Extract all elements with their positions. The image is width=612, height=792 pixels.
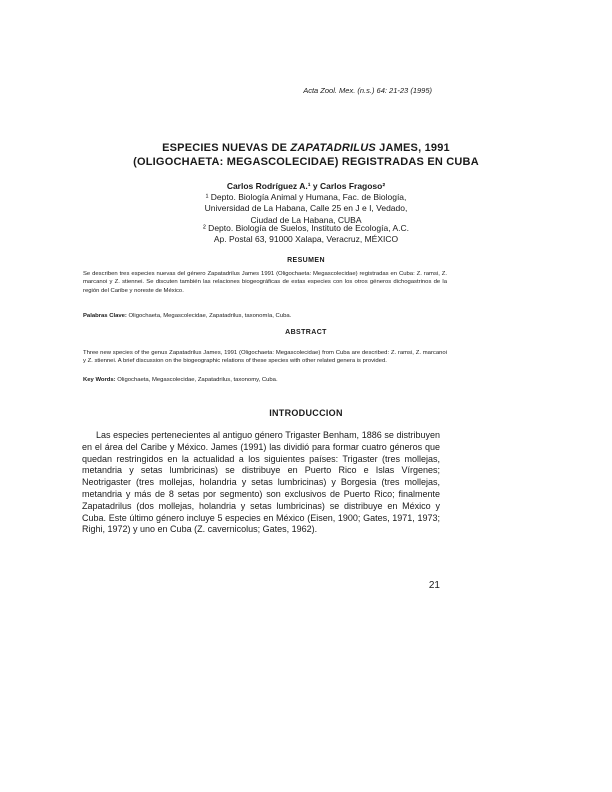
affiliation-1-line: ¹ Depto. Biología Animal y Humana, Fac. de Biología,	[205, 192, 407, 202]
page-number: 21	[428, 580, 440, 591]
affiliation-1-line: Universidad de La Habana, Calle 25 en J e I, Vedado,	[204, 203, 408, 214]
affiliation-2-line: Ap. Postal 63, 91000 Xalapa, Veracruz, MÉXICO	[213, 234, 399, 245]
journal-reference: Acta Zool. Mex. (n.s.) 64: 21-23 (1995)	[303, 86, 432, 95]
resumen-heading: RESUMEN	[287, 257, 325, 264]
authors: Carlos Rodríguez A.¹ y Carlos Fragoso²	[226, 181, 386, 191]
affiliation-2	[110, 223, 502, 246]
resumen-text: Se describen tres especies nuevas del género Zapatadrilus James 1991 (Oligochaeta: Megascolecidae) registradas en Cuba: Z. ramsi, Z. marcanoi y Z. stiennei. Se discuten también las relaciones biogeográficas de estas especies con los otros géneros dichogastrinos de la región del Caribe y noreste de México.	[83, 271, 447, 294]
affiliation-1-line: Ciudad de La Habana, CUBA	[250, 214, 362, 225]
title-genus: ZAPATADRILUS	[290, 142, 376, 154]
key-words	[83, 376, 447, 384]
title-post: JAMES, 1991	[375, 142, 450, 154]
introduction-heading: INTRODUCCION	[269, 408, 343, 418]
affiliation-1	[110, 192, 502, 226]
title-line-1	[60, 141, 552, 155]
abstract-text: Three new species of the genus Zapatadrilus James, 1991 (Oligochaeta: Megascolecidae) from Cuba are described: Z. ramsi, Z. marcanoi y Z. stiennei. A brief discussion on the biogeographic relations of these species with other related genera is provided.	[83, 350, 447, 365]
palabras-clave-text: Oligochaeta, Megascolecidae, Zapatadrilus, taxonomía, Cuba.	[126, 313, 292, 319]
title-line-2: (OLIGOCHAETA: MEGASCOLECIDAE) REGISTRADAS EN CUBA	[133, 156, 479, 168]
key-words-label: Key Words:	[83, 377, 116, 383]
introduction-paragraph: Las especies pertenecientes al antiguo género Trigaster Benham, 1886 se distribuyen en el área del Caribe y México. James (1991) las dividió para formar cuatro géneros que quedan restringidos en la actualidad a los siguientes países: Trigaster (tres mollejas, metandria y setas lumbricinas) se distribuye en Puerto Rico e Islas Vírgenes; Neotrigaster (tres mollejas, holandria y setas lumbricinas) y Borgesia (tres mollejas, metandria y más de 8 setas por segmento) son exclusivos de Puerto Rico; finalmente Zapatadrilus (dos mollejas, holandria y setas lumbricinas) se distribuye en México y Cuba. Este último género incluye 5 especies en México (Eisen, 1900; Gates, 1971, 1973; Righi, 1972) y uno en Cuba (Z. cavernicolus; Gates, 1962).	[82, 430, 440, 535]
title-pre: ESPECIES NUEVAS DE	[162, 142, 291, 154]
affiliation-2-line: ² Depto. Biología de Suelos, Instituto de Ecología, A.C.	[202, 223, 409, 233]
abstract-heading: ABSTRACT	[285, 329, 327, 336]
palabras-clave-label: Palabras Clave:	[83, 313, 127, 319]
key-words-text: Oligochaeta, Megascolecidae, Zapatadrilus, taxonomy, Cuba.	[115, 377, 278, 383]
paper-title	[60, 141, 552, 169]
palabras-clave	[83, 312, 447, 320]
introduction-body	[82, 430, 440, 536]
